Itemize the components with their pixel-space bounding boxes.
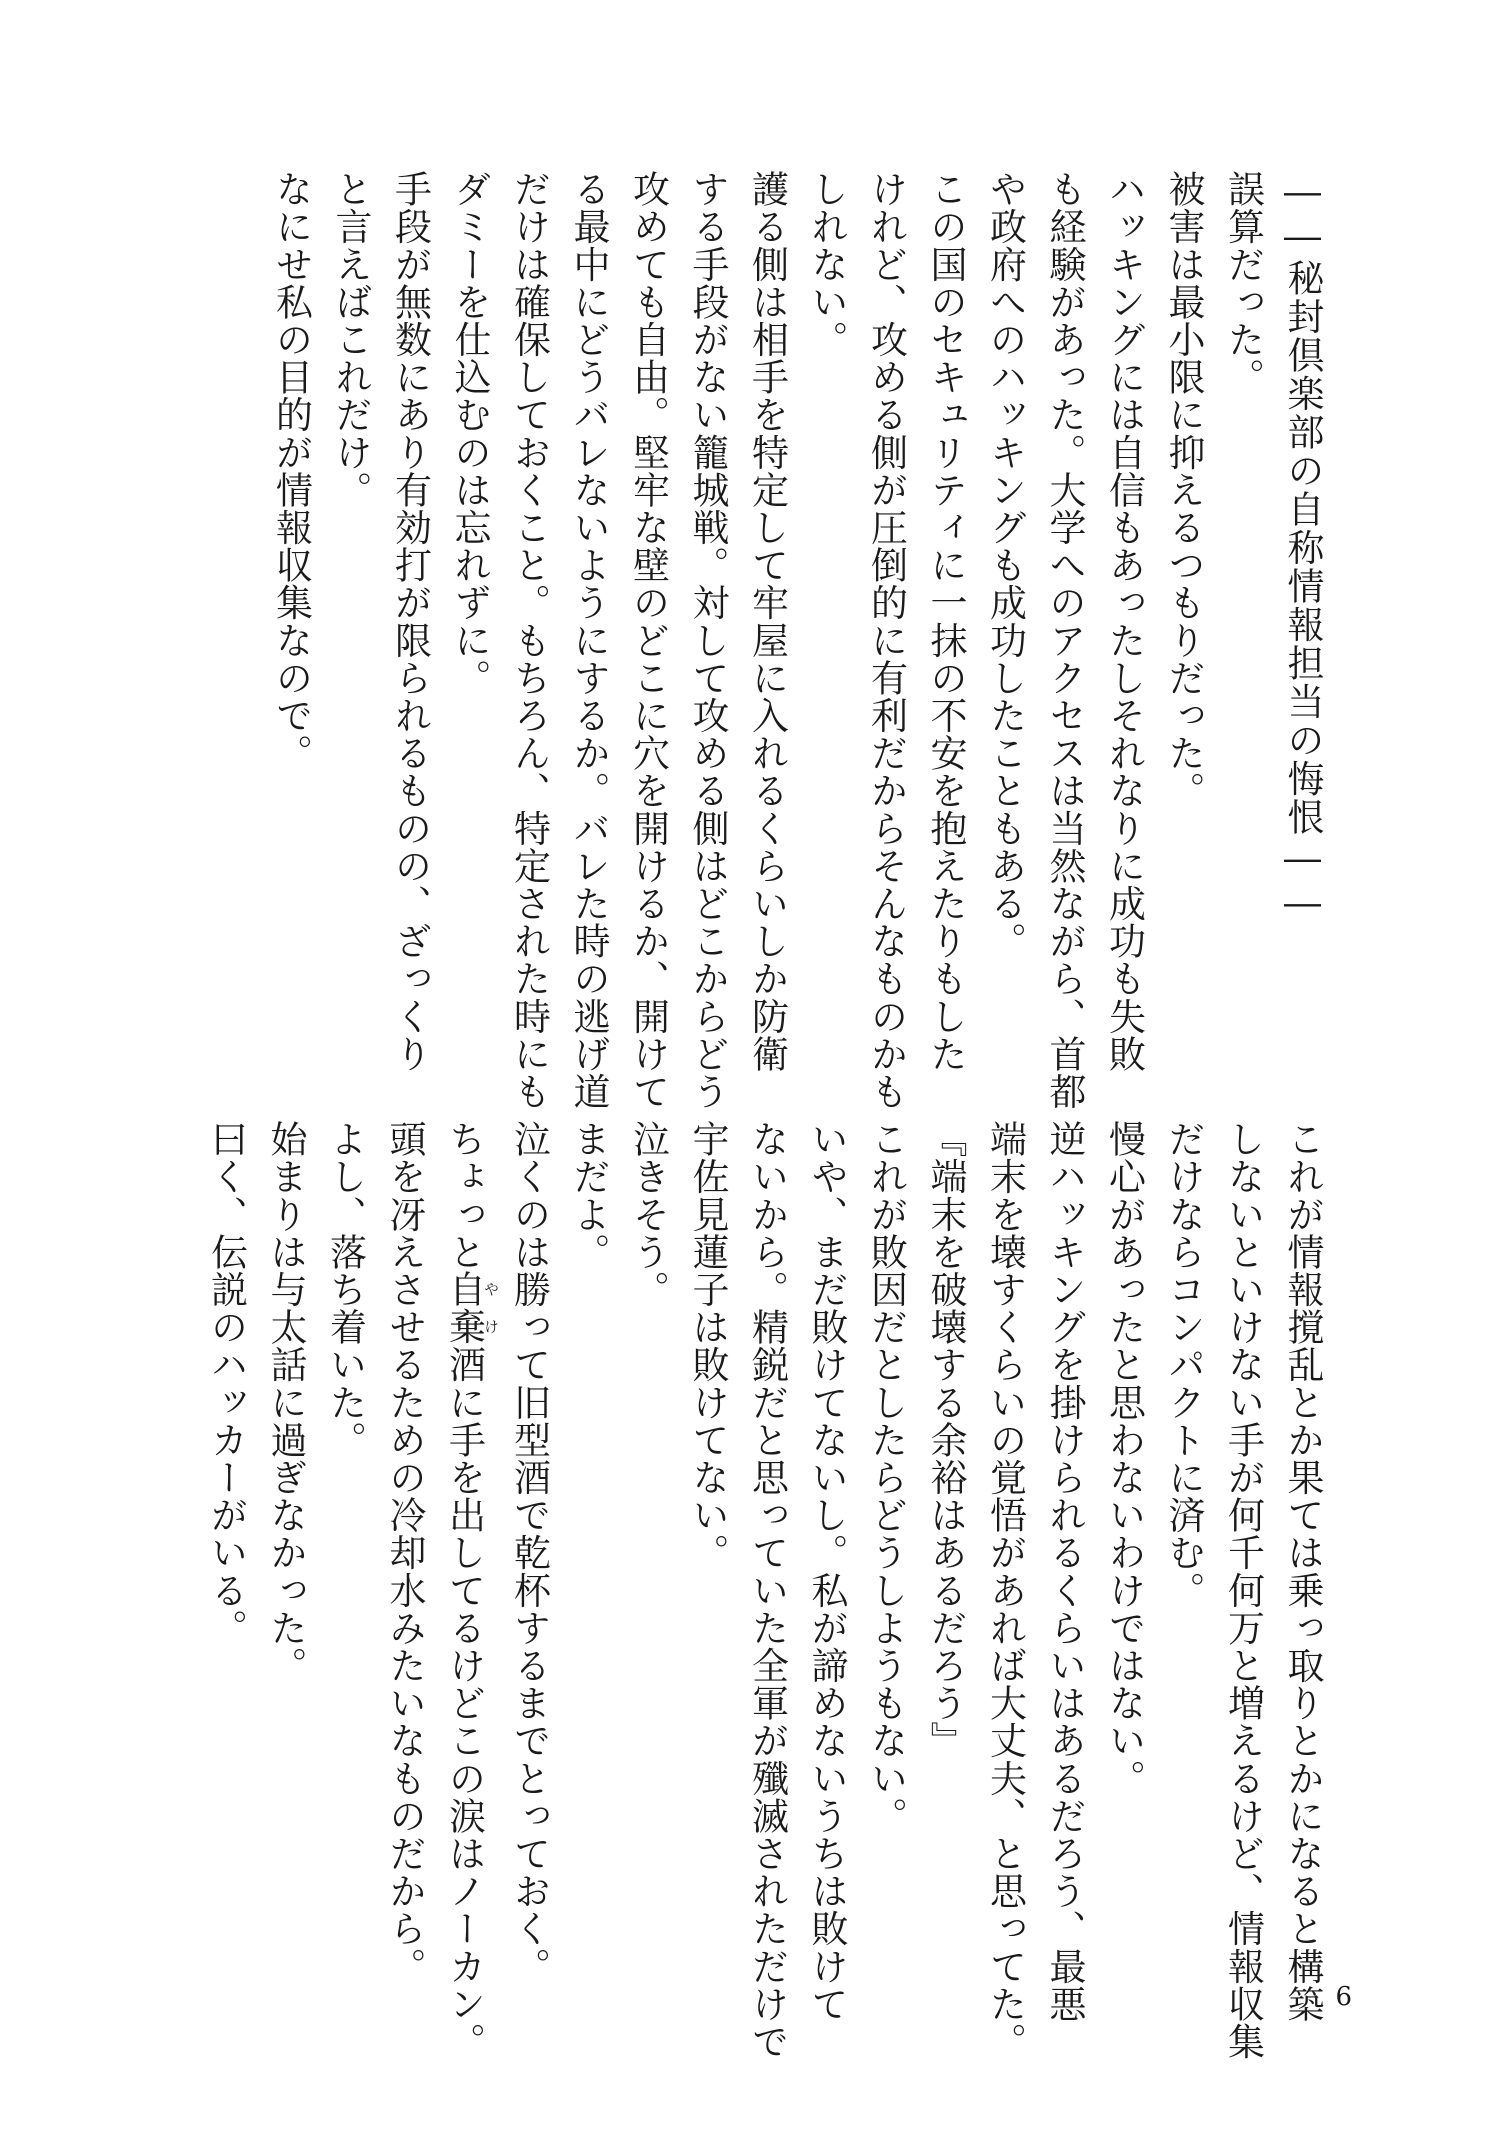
text-line: ハッキングには自信もあったしそれなりに成功も失敗 [1102, 170, 1146, 1073]
text-line: だけは確保しておくこと。もちろん、特定された時にも [507, 170, 551, 1110]
text-line: する手段がない籠城戦。対して攻める側はどこからどう [686, 170, 729, 1110]
text-line: 曰く、伝説のハッカーがいる。 [204, 1120, 248, 1647]
bottom-text-block [182, 1120, 1332, 2061]
text-line: や政府へのハッキングも成功したこともある。 [983, 170, 1027, 960]
text-line: ないから。精鋭だと思っていた全軍が殲滅されただけで [745, 1120, 789, 2060]
text-line: しないといけない手が何千何万と増えるけど、情報収集 [1221, 1120, 1265, 2060]
furigana-ruby: 自棄やけ [442, 1270, 500, 1346]
text-line: これが敗因だとしたらどうしようもない。 [864, 1120, 908, 1835]
text-line: 慢心があったと思わないわけではない。 [1102, 1120, 1146, 1797]
text-line: これが情報撹乱とか果ては乗っ取りとかになると構築 [1281, 1120, 1324, 2023]
text-line: 端末を壊すくらいの覚悟があれば大丈夫、と思ってた。 [983, 1120, 1027, 2060]
text-line: 被害は最小限に抑えるつもりだった。 [1162, 170, 1205, 810]
text-line: 『端末を破壊する余裕はあるだろう』 [924, 1120, 967, 1760]
page-number: 6 [1335, 1982, 1352, 2012]
top-text-block [182, 170, 1332, 1110]
text-line: けれど、攻める側が圧倒的に有利だからそんなものかも [864, 170, 908, 1110]
furigana-reading: やけ [482, 1270, 500, 1346]
text-line: ダミーを仕込むのは忘れずに。 [448, 170, 491, 697]
text-line: この国のセキュリティに一抹の不安を抱えたりもした [924, 170, 967, 1073]
text-line: ちょっと自棄やけ酒に手を出してるけどこの涙はノーカン。 [442, 1120, 500, 2061]
text-line: 手段が無数にあり有効打が限られるものの、ざっくり [388, 170, 432, 1073]
text-line: 誤算だった。 [1221, 170, 1265, 396]
section-heading: ――秘封倶楽部の自称情報担当の悔恨―― [1281, 170, 1324, 926]
text-line: 攻めても自由。堅牢な壁のどこに穴を開けるか、開けて [626, 170, 670, 1110]
text-line: 泣きそう。 [626, 1120, 670, 1308]
text-line: る最中にどうバレないようにするか。バレた時の逃げ道 [567, 170, 610, 1110]
text-line: 頭を冴えさせるための冷却水みたいなものだから。 [383, 1120, 426, 1985]
text-line: 泣くのは勝って旧型酒で乾杯するまでとっておく。 [507, 1120, 551, 1985]
text-line: しれない。 [805, 170, 848, 358]
text-line: まだよ。 [567, 1120, 610, 1271]
text-line: だけならコンパクトに済む。 [1162, 1120, 1205, 1609]
text-line: 宇佐見蓮子は敗けてない。 [686, 1120, 729, 1572]
text-line: なにせ私の目的が情報収集なので。 [269, 170, 313, 772]
text-line: いや、まだ敗けてないし。私が諦めないうちは敗けて [805, 1120, 848, 2023]
text-line: と言えばこれだけ。 [329, 170, 372, 509]
text-line: も経験があった。大学へのアクセスは当然ながら、首都 [1043, 170, 1086, 1110]
text-line: よし、落ち着いた。 [323, 1120, 367, 1459]
text-line: 護る側は相手を特定して牢屋に入れるくらいしか防衛 [745, 170, 789, 1073]
text-line: 始まりは与太話に過ぎなかった。 [264, 1120, 307, 1684]
text-line: 逆ハッキングを掛けられるくらいはあるだろう、最悪 [1043, 1120, 1086, 2023]
